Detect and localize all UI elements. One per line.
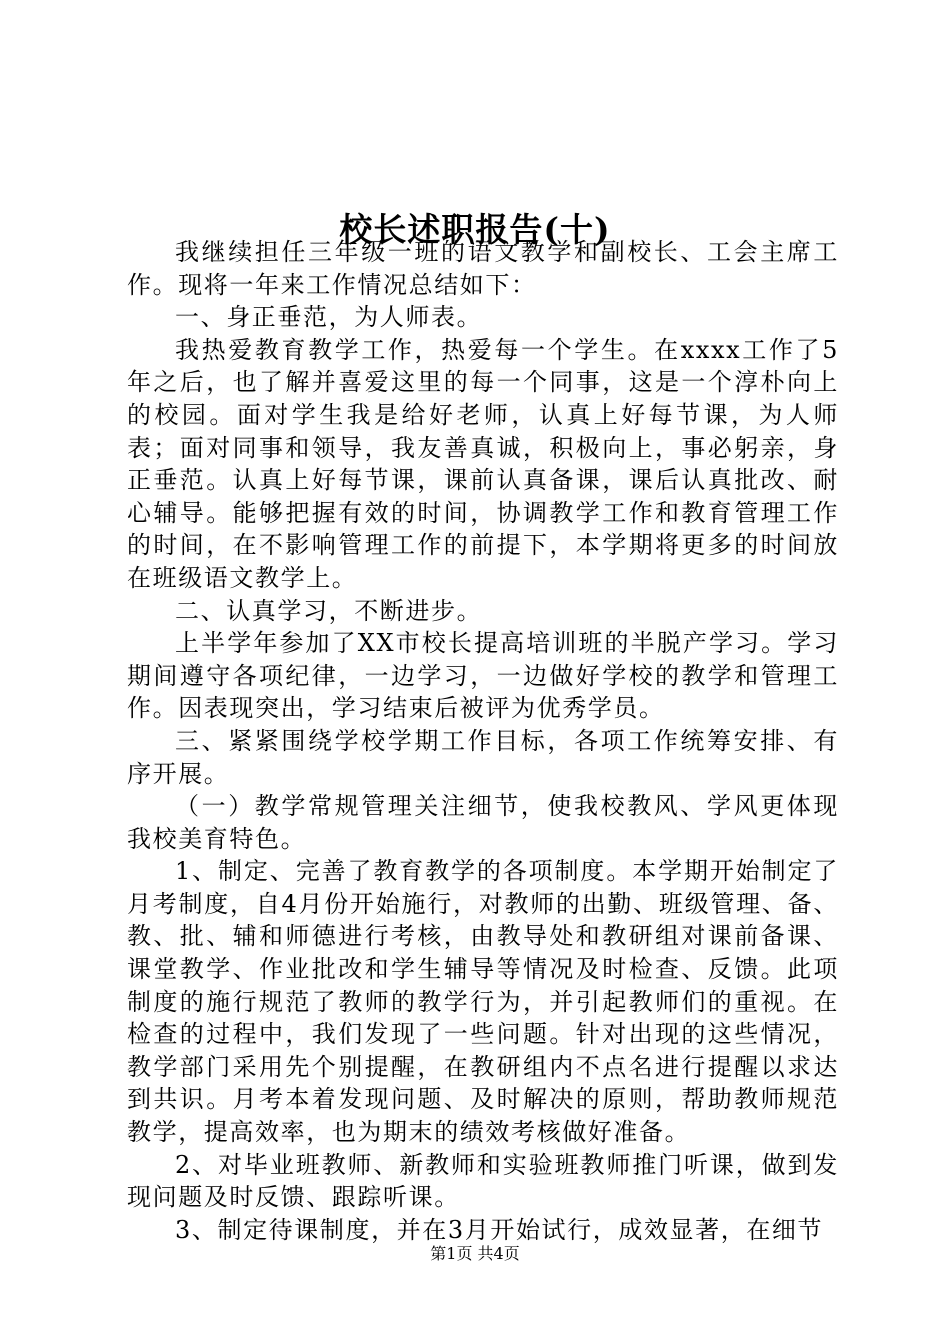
page-number-footer: 第1页 共4页 [430,1244,520,1263]
paragraph: 我热爱教育教学工作，热爱每一个学生。在xxxx工作了5年之后，也了解并喜爱这里的每一个同事，这是一个淳朴向上的校园。面对学生我是给好老师，认真上好每节课，为人师表；面对同事和领导，我友善真诚，积极向上，事必躬亲，身正垂范。认真上好每节课，课前认真备课，课后认真批改、耐心辅导。能够把握有效的时间，协调教学工作和教育管理工作的时间，在不影响管理工作的前提下，本学期将更多的时间放在班级语文教学上。 [127,335,839,592]
section-heading: 三、紧紧围绕学校学期工作目标，各项工作统筹安排、有序开展。 [127,726,839,788]
paragraph: 我继续担任三年级一班的语文教学和副校长、工会主席工作。现将一年来工作情况总结如下： [127,238,839,299]
paragraph: 2、对毕业班教师、新教师和实验班教师推门听课，做到发现问题及时反馈、跟踪听课。 [127,1150,839,1212]
subsection-heading: （一）教学常规管理关注细节，使我校教风、学风更体现我校美育特色。 [127,792,839,853]
section-heading: 二、认真学习，不断进步。 [175,596,483,625]
paragraph: 3、制定待课制度，并在3月开始试行，成效显著，在细节 [175,1215,824,1244]
page-title: 校长述职报告(十) [339,210,611,250]
paragraph: 上半学年参加了XX市校长提高培训班的半脱产学习。学习期间遵守各项纪律，一边学习，一边做好学校的教学和管理工作。因表现突出，学习结束后被评为优秀学员。 [127,629,839,723]
document-body [127,236,839,1246]
section-heading: 一、身正垂范，为人师表。 [175,303,483,332]
paragraph: 1、制定、完善了教育教学的各项制度。本学期开始制定了月考制度，自4月份开始施行，对教师的出勤、班级管理、备、教、批、辅和师德进行考核，由教导处和教研组对课前备课、课堂教学、作业批改和学生辅导等情况及时检查、反馈。此项制度的施行规范了教师的教学行为，并引起教师们的重视。在检查的过程中，我们发现了一些问题。针对出现的这些情况，教学部门采用先个别提醒，在教研组内不点名进行提醒以求达到共识。月考本着发现问题、及时解决的原则，帮助教师规范教学，提高效率，也为期末的绩效考核做好准备。 [127,857,839,1147]
